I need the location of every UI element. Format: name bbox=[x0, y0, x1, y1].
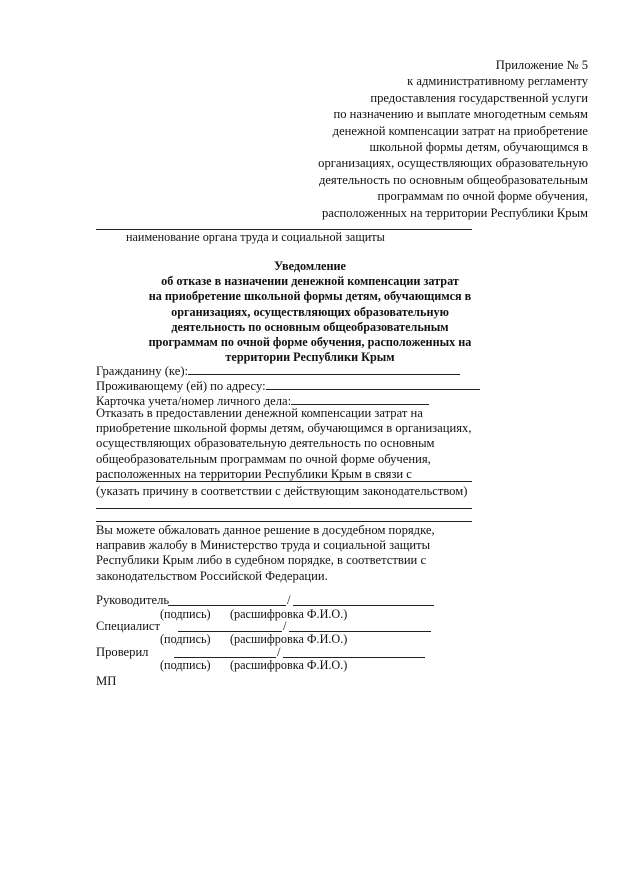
title-line: территории Республики Крым bbox=[225, 350, 395, 365]
title-line: на приобретение школьной формы детям, обучающимся в bbox=[148, 289, 472, 304]
title-line: организациях, осуществляющих образовательную bbox=[171, 304, 449, 319]
citizen-label: Гражданину (ке): bbox=[96, 364, 189, 378]
refusal-line: осуществляющих образовательную деятельность по основным bbox=[96, 436, 435, 451]
refusal-line: приобретение школьной формы детям, обучающимся в организациях, bbox=[96, 421, 472, 436]
appendix-line: программам по очной форме обучения, bbox=[377, 189, 588, 204]
refusal-line: общеобразовательным программам по очной форме обучения, bbox=[96, 451, 431, 466]
appendix-line: предоставления государственной услуги bbox=[370, 90, 588, 105]
head-name-caption: (расшифровка Ф.И.О.) bbox=[230, 607, 348, 621]
appendix-line: Приложение № 5 bbox=[495, 58, 588, 72]
head-label: Руководитель bbox=[96, 593, 170, 607]
stamp-label: МП bbox=[96, 674, 117, 688]
specialist-signature-caption: (подпись) bbox=[160, 632, 211, 646]
address-blank[interactable] bbox=[266, 378, 480, 390]
appeal-paragraph bbox=[96, 523, 435, 584]
head-signature-line[interactable] bbox=[168, 605, 286, 606]
title-line: деятельность по основным общеобразовательным bbox=[171, 319, 449, 334]
specialist-label: Специалист bbox=[96, 619, 161, 633]
appendix-line: денежной компенсации затрат на приобретение bbox=[332, 123, 588, 138]
refusal-line: расположенных на территории Республики Крым в связи с bbox=[96, 466, 412, 481]
checked-signature-caption: (подпись) bbox=[160, 658, 211, 672]
appeal-line: направив жалобу в Министерство труда и социальной защиты bbox=[96, 538, 431, 553]
refusal-paragraph bbox=[96, 406, 471, 482]
title-line: Уведомление bbox=[274, 259, 346, 273]
head-separator: / bbox=[287, 593, 291, 607]
appeal-line: Республики Крым либо в судебном порядке, в соответствии с bbox=[96, 553, 427, 568]
appendix-line: к административному регламенту bbox=[407, 74, 588, 89]
specialist-separator: / bbox=[283, 619, 287, 633]
reason-line[interactable] bbox=[96, 508, 472, 509]
address-field bbox=[96, 378, 480, 394]
card-label: Карточка учета/номер личного дела: bbox=[96, 394, 292, 408]
head-name-line[interactable] bbox=[293, 605, 434, 606]
checked-label: Проверил bbox=[96, 645, 149, 659]
appendix-line: по назначению и выплате многодетным семьям bbox=[333, 107, 588, 122]
appeal-line: Вы можете обжаловать данное решение в досудебном порядке, bbox=[96, 523, 435, 537]
refusal-line: Отказать в предоставлении денежной компенсации затрат на bbox=[96, 406, 423, 420]
organ-caption: наименование органа труда и социальной защиты bbox=[126, 230, 385, 244]
specialist-name-caption: (расшифровка Ф.И.О.) bbox=[230, 632, 348, 646]
notice-title bbox=[100, 259, 520, 365]
appendix-line: деятельность по основным общеобразовательным bbox=[318, 172, 588, 187]
checked-name-caption: (расшифровка Ф.И.О.) bbox=[230, 658, 348, 672]
appendix-line: расположенных на территории Республики Крым bbox=[321, 205, 588, 220]
reason-line[interactable] bbox=[96, 521, 472, 522]
citizen-field bbox=[96, 363, 460, 379]
reason-line[interactable] bbox=[96, 481, 472, 482]
checked-separator: / bbox=[277, 645, 281, 659]
appeal-line: законодательством Российской Федерации. bbox=[96, 568, 328, 583]
citizen-blank[interactable] bbox=[188, 363, 460, 375]
address-label: Проживающему (ей) по адресу: bbox=[96, 379, 266, 393]
appendix-line: организациях, осуществляющих образовательную bbox=[318, 156, 588, 171]
appendix-line: школьной формы детям, обучающимся в bbox=[369, 140, 588, 155]
title-line: об отказе в назначении денежной компенсации затрат bbox=[161, 274, 459, 289]
title-line: программам по очной форме обучения, расположенных на bbox=[148, 335, 472, 350]
appendix-header bbox=[318, 57, 588, 221]
head-signature-caption: (подпись) bbox=[160, 607, 211, 621]
card-blank[interactable] bbox=[291, 393, 429, 405]
reason-caption: (указать причину в соответствии с действующим законодательством) bbox=[96, 484, 468, 498]
